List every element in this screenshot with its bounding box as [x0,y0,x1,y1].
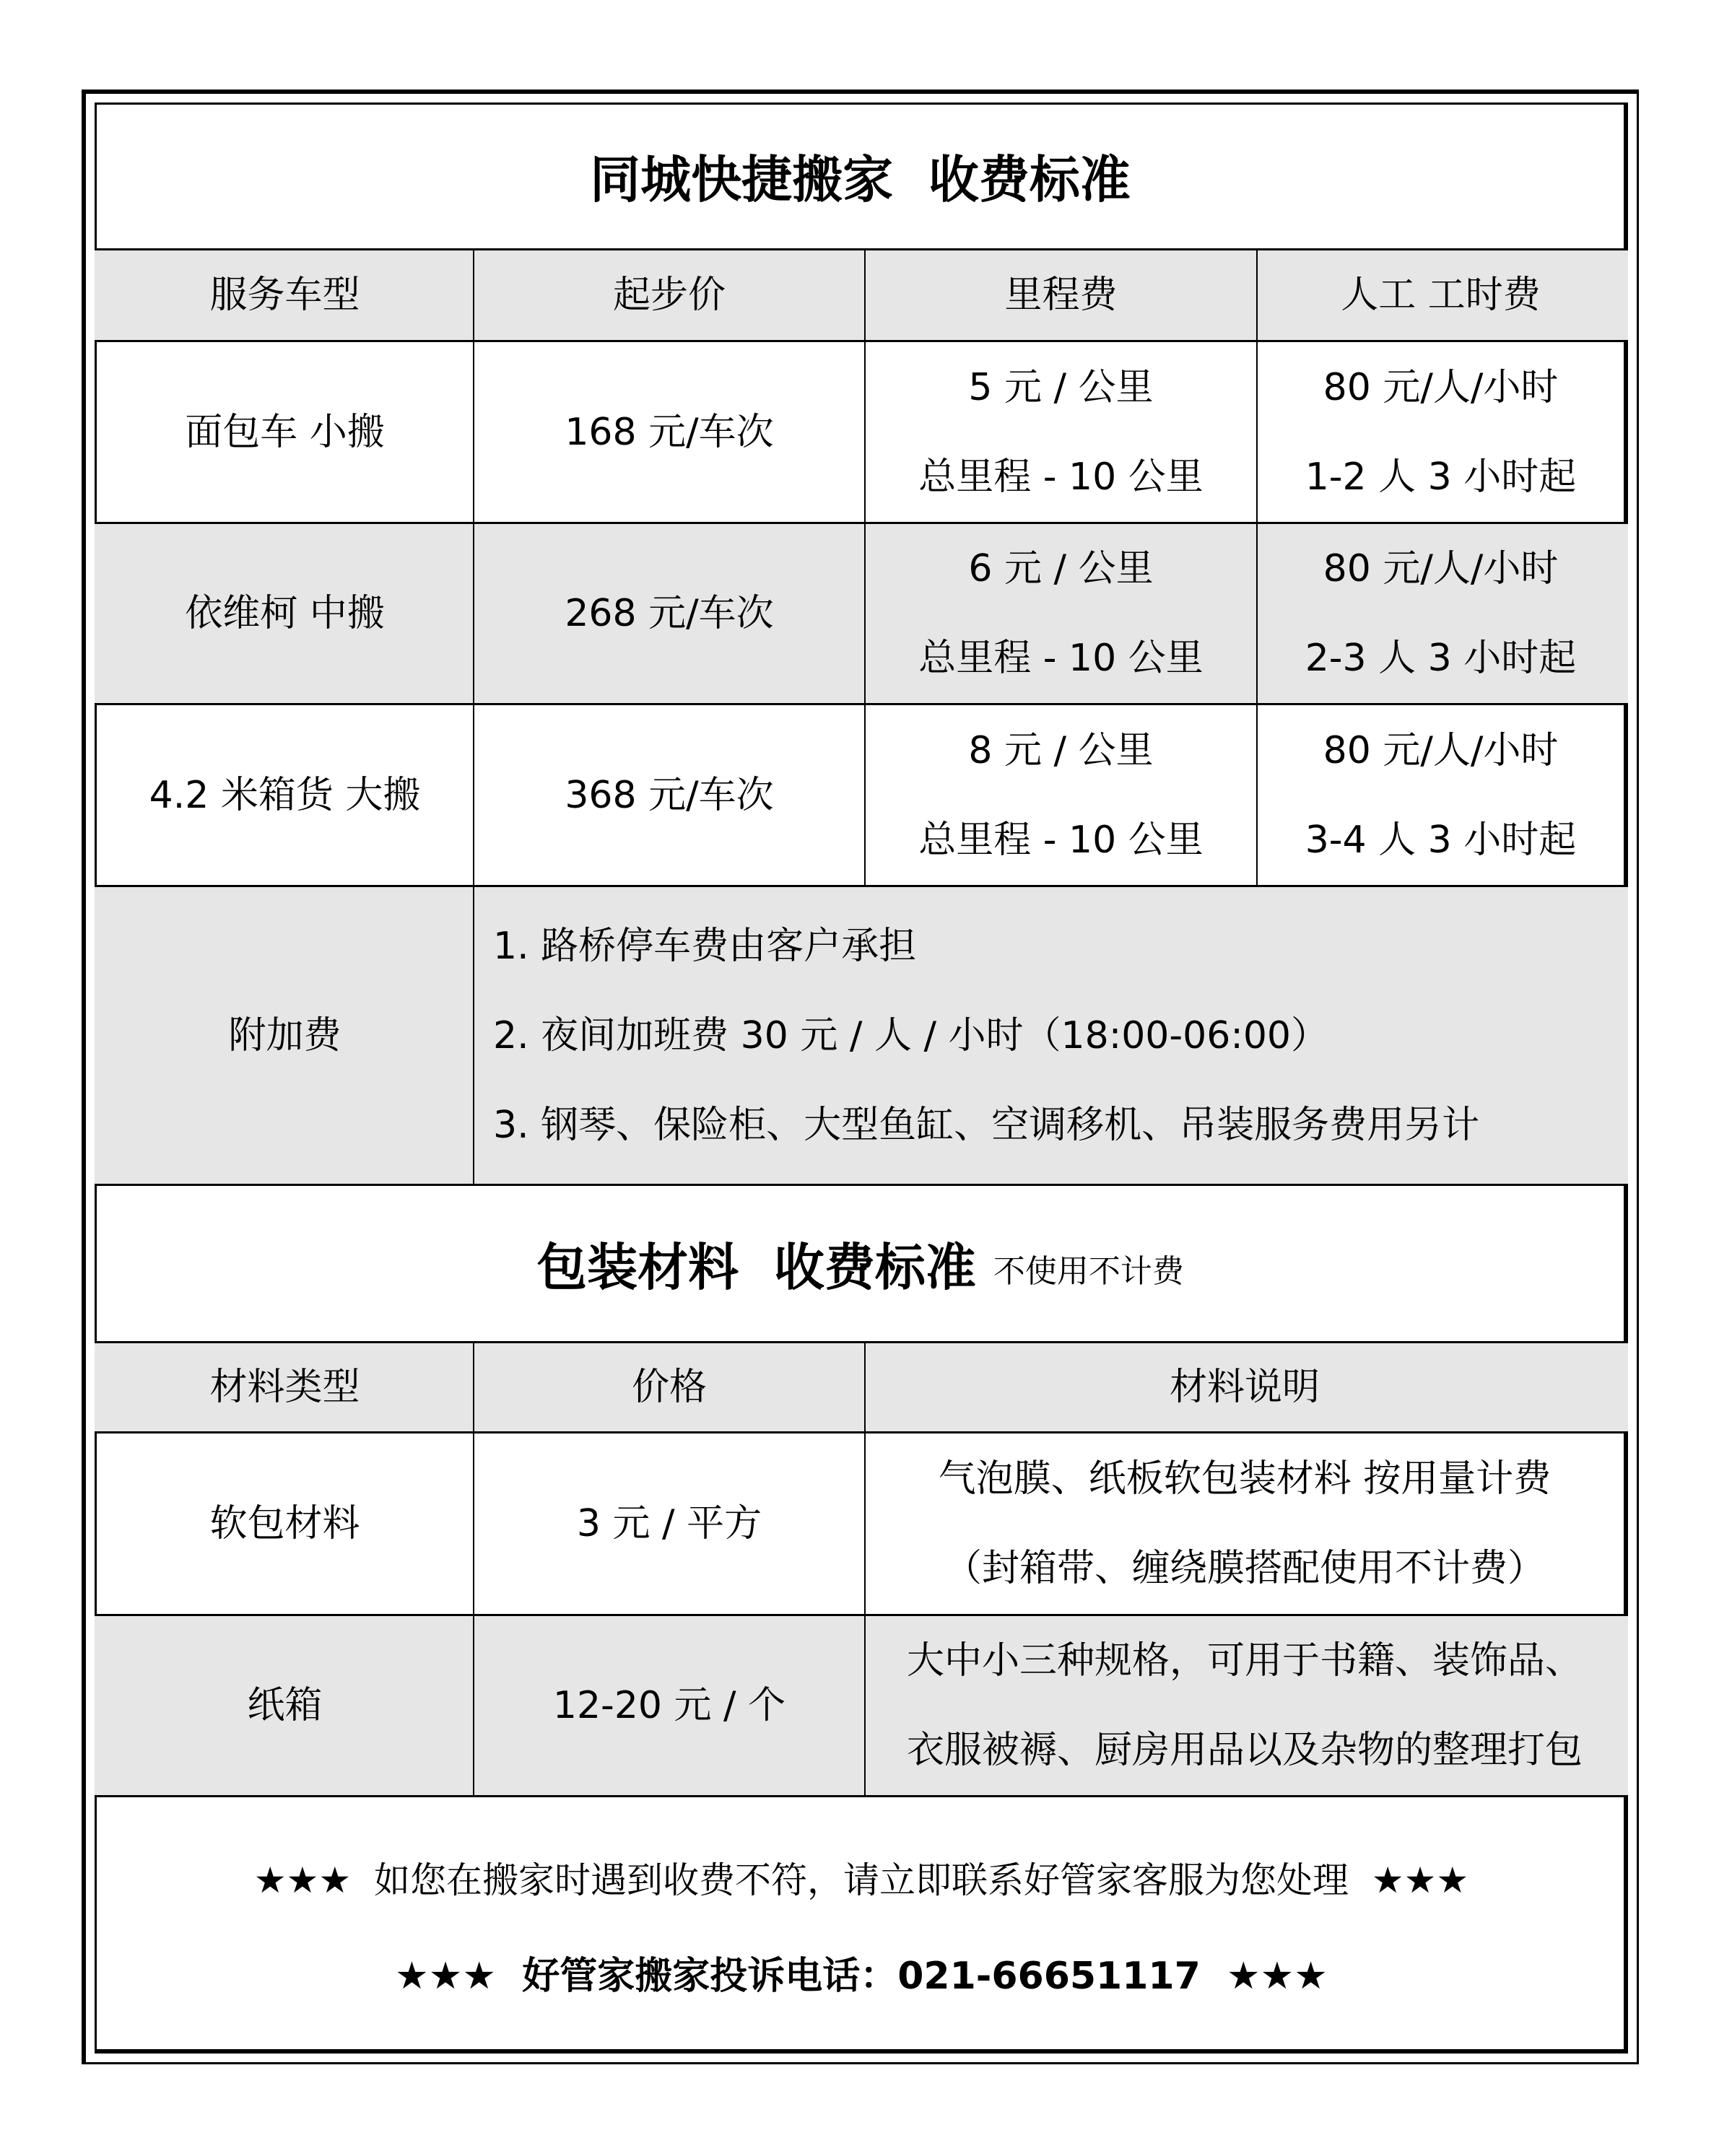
moving-title-row [95,102,1628,250]
base-price-cell [474,705,866,885]
mileage-cell [866,524,1258,703]
base-price-cell [474,524,866,703]
cell-text: 起步价 [612,274,726,317]
cell-text: 5 元 / 公里 [968,365,1154,409]
vehicle-cell [97,342,474,522]
header-base-price [474,250,866,340]
cell-text: 衣服被褥、厨房用品以及杂物的整理打包 [906,1729,1583,1772]
cell-text: （封箱带、缠绕膜搭配使用不计费） [944,1547,1545,1590]
extra-fee-item: 2. 夜间加班费 30 元 / 人 / 小时（18:00-06:00） [493,1013,1329,1057]
cell-text: 2-3 人 3 小时起 [1305,637,1577,680]
table-row [95,342,1628,524]
header-mileage [866,250,1258,340]
cell-text: 纸箱 [247,1684,323,1727]
header-description [866,1343,1624,1431]
material-price-cell [474,1616,866,1795]
cell-text: 268 元/车次 [565,592,774,635]
cell-text: 面包车 小搬 [185,410,385,454]
packaging-header-row [95,1343,1628,1433]
base-price-cell [474,342,866,522]
extra-fees-list [474,887,1624,1184]
table-row [95,1433,1628,1616]
moving-header-row [95,250,1628,342]
header-price [474,1343,866,1431]
cell-text: 3 元 / 平方 [576,1502,762,1545]
cell-text: 大中小三种规格，可用于书籍、装饰品、 [906,1639,1583,1683]
labor-cell [1258,524,1624,703]
cell-text: 168 元/车次 [565,410,774,454]
cell-text: 80 元/人/小时 [1323,547,1559,590]
cell-text: 人工 工时费 [1341,274,1541,317]
mileage-cell [866,705,1258,885]
cell-text: 总里程 - 10 公里 [918,637,1204,680]
cell-text: 里程费 [1004,274,1118,317]
footer [95,1797,1628,2054]
vehicle-cell [97,705,474,885]
cell-text: 材料说明 [1169,1366,1320,1409]
material-description-cell [866,1616,1624,1795]
extra-fee-item: 3. 钢琴、保险柜、大型鱼缸、空调移机、吊装服务费用另计 [493,1103,1480,1147]
material-price-cell [474,1433,866,1614]
cell-text: 总里程 - 10 公里 [918,818,1204,862]
cell-text: 6 元 / 公里 [968,547,1154,590]
cell-text: 服务车型 [209,274,360,317]
material-description-cell [866,1433,1624,1614]
cell-text: 1-2 人 3 小时起 [1305,455,1577,499]
extra-fees-row [95,887,1628,1186]
table-row [95,1616,1628,1797]
extra-fees-label [97,887,474,1184]
extra-fee-item: 1. 路桥停车费由客户承担 [493,924,917,968]
cell-text: 4.2 米箱货 大搬 [149,773,421,817]
cell-text: 价格 [631,1366,707,1409]
cell-text: 材料类型 [209,1366,360,1409]
complaint-notice: ★★★ 如您在搬家时遇到收费不符，请立即联系好管家客服为您处理 ★★★ [253,1859,1469,1901]
mileage-cell [866,342,1258,522]
cell-text: 80 元/人/小时 [1323,728,1559,772]
cell-text: 总里程 - 10 公里 [918,455,1204,499]
cell-text: 12-20 元 / 个 [552,1684,786,1727]
packaging-title-row [95,1186,1628,1343]
packaging-title: 包装材料 收费标准 [536,1238,976,1297]
header-labor [1258,250,1624,340]
cell-text: 软包材料 [209,1502,360,1545]
material-type-cell [97,1616,474,1795]
complaint-hotline: ★★★ 好管家搬家投诉电话：021-66651117 ★★★ [395,1955,1328,1998]
moving-title: 同城快捷搬家 收费标准 [590,149,1131,209]
vehicle-cell [97,524,474,703]
labor-cell [1258,705,1624,885]
cell-text: 依维柯 中搬 [185,592,385,635]
material-type-cell [97,1433,474,1614]
packaging-subtitle: 不使用不计费 [993,1252,1184,1290]
cell-text: 8 元 / 公里 [968,728,1154,772]
table-row [95,524,1628,705]
cell-text: 3-4 人 3 小时起 [1305,818,1577,862]
cell-text: 附加费 [228,1013,341,1057]
cell-text: 80 元/人/小时 [1323,365,1559,409]
header-vehicle [97,250,474,340]
table-row [95,705,1628,887]
cell-text: 368 元/车次 [565,773,774,817]
cell-text: 气泡膜、纸板软包装材料 按用量计费 [938,1457,1552,1501]
header-material-type [97,1343,474,1431]
labor-cell [1258,342,1624,522]
